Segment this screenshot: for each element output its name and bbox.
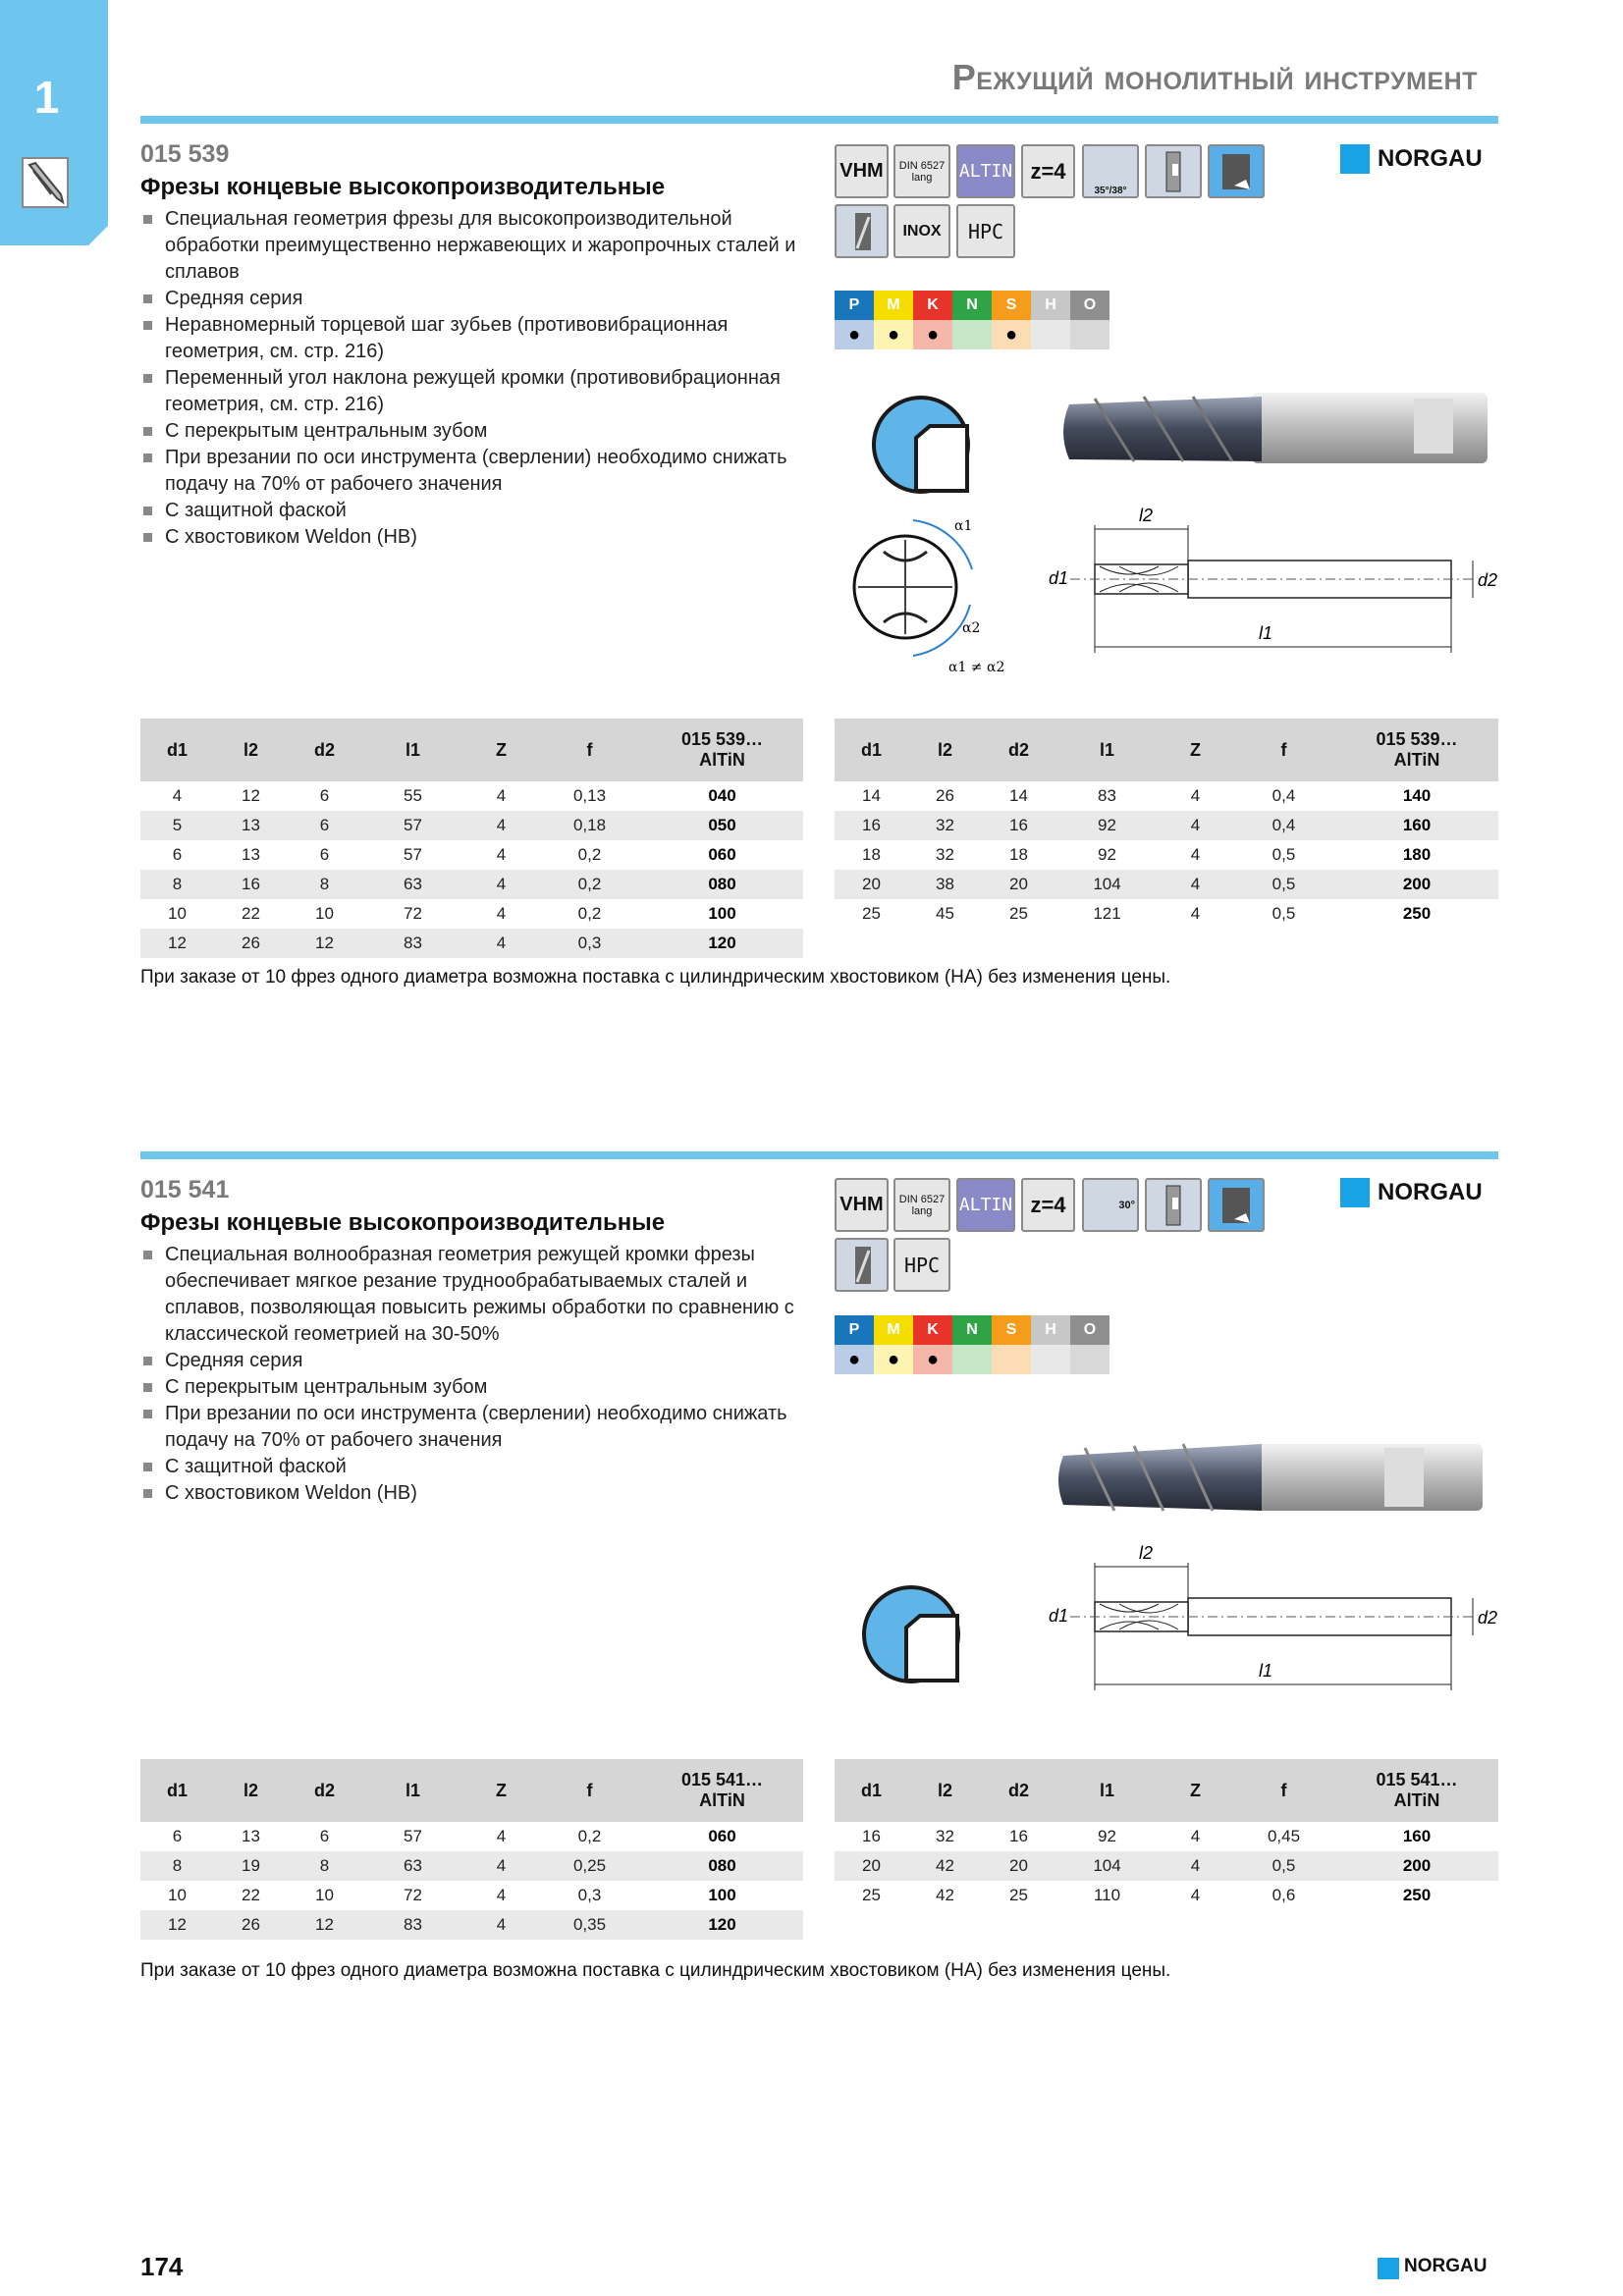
- table-cell: 4: [1190, 786, 1201, 805]
- helix-angle-icon: [1082, 144, 1139, 198]
- feature-item: С перекрытым центральным зубом: [140, 1374, 808, 1401]
- table-cell: 0,3: [577, 1886, 602, 1904]
- table-cell: 83: [1098, 786, 1116, 805]
- feature-list: [140, 1242, 808, 1507]
- table-cell: 38: [908, 870, 982, 899]
- table-cell: 20: [835, 870, 908, 899]
- article-cell: 160: [1335, 811, 1498, 840]
- table-row: [140, 811, 803, 840]
- table-cell: 4: [496, 1886, 507, 1904]
- col-header: l1: [361, 1759, 464, 1822]
- table-row: [140, 1910, 803, 1940]
- table-cell: 110: [1093, 1886, 1121, 1904]
- col-header: d2: [288, 719, 361, 781]
- table-cell: 25: [862, 904, 881, 923]
- table-row: [140, 1822, 803, 1851]
- material-table: [835, 1315, 1109, 1374]
- table-cell: 10: [315, 904, 334, 923]
- table-cell: 4: [496, 904, 507, 923]
- l1-label: l1: [1259, 1661, 1273, 1681]
- table-cell: 0,4: [1232, 811, 1335, 840]
- table-cell: 63: [361, 1851, 464, 1881]
- page-number: 174: [140, 2252, 184, 2281]
- table-cell: 6: [319, 845, 330, 864]
- table-cell: 4: [1190, 845, 1201, 864]
- material-k-mark: ●: [913, 320, 952, 349]
- table-cell: 10: [168, 904, 187, 923]
- table-cell: 0,18: [538, 811, 641, 840]
- article-cell: 200: [1335, 870, 1498, 899]
- table-cell: 0,2: [538, 870, 641, 899]
- table-cell: 13: [242, 845, 260, 864]
- feature-item: С защитной фаской: [140, 1454, 808, 1480]
- table-cell: 13: [242, 1827, 260, 1845]
- chapter-number: 1: [33, 72, 60, 123]
- page-heading: Режущий монолитный инструмент: [951, 57, 1478, 97]
- table-row: [140, 899, 803, 929]
- material-s-mark: [992, 1345, 1031, 1374]
- article-cell: 180: [1402, 845, 1432, 864]
- badge-vhm: VHM: [835, 1178, 889, 1232]
- table-cell: 8: [288, 870, 361, 899]
- col-header: l1: [361, 719, 464, 781]
- table-row: [835, 1851, 1498, 1881]
- col-header: f: [1232, 719, 1335, 781]
- table-cell: 20: [835, 1851, 908, 1881]
- feature-item: С защитной фаской: [140, 498, 808, 524]
- norgau-logo: NORGAU: [1378, 1179, 1483, 1205]
- table-cell: 63: [361, 870, 464, 899]
- order-note: При заказе от 10 фрез одного диаметра возможна поставка с цилиндрическим хвостовиком (HA) без изменения цены.: [140, 1960, 1171, 1981]
- table-cell: 32: [936, 845, 954, 864]
- table-cell: 0,35: [538, 1910, 641, 1940]
- feature-item: Средняя серия: [140, 286, 808, 312]
- material-h: H: [1031, 291, 1070, 320]
- article-cell: 080: [641, 1851, 803, 1881]
- table-cell: 92: [1055, 811, 1159, 840]
- material-s-mark: ●: [992, 320, 1031, 349]
- corner-chamfer-diagram: [869, 393, 973, 497]
- col-header-article: 015 539… AlTiN: [641, 719, 803, 781]
- article-cell: 120: [641, 929, 803, 958]
- col-header: Z: [1159, 1759, 1232, 1822]
- d1-label: d1: [1049, 568, 1069, 588]
- chamfer-icon: [1208, 1178, 1265, 1232]
- table-row: [140, 929, 803, 958]
- table-cell: 16: [835, 811, 908, 840]
- material-m: M: [874, 291, 913, 320]
- table-cell: 104: [1055, 1851, 1159, 1881]
- table-cell: 25: [1009, 1886, 1028, 1904]
- table-cell: 26: [936, 786, 954, 805]
- feature-item: Специальная геометрия фрезы для высокопроизводительной обработки преимущественно нержавеющих и жаропрочных сталей и сплавов: [140, 206, 808, 286]
- table-row: [140, 870, 803, 899]
- table-body: [140, 781, 803, 958]
- table-cell: 92: [1098, 1827, 1116, 1845]
- table-cell: 4: [1159, 870, 1232, 899]
- table-cell: 26: [214, 929, 288, 958]
- table-cell: 55: [404, 786, 422, 805]
- l1-label: l1: [1259, 623, 1273, 643]
- table-cell: 0,2: [577, 1827, 602, 1845]
- col-header: l1: [1055, 719, 1159, 781]
- material-h: H: [1031, 1315, 1070, 1345]
- article-cell: 040: [708, 786, 736, 805]
- table-cell: 0,5: [1271, 904, 1296, 923]
- section-rule: [140, 1151, 1498, 1159]
- table-cell: 22: [242, 904, 260, 923]
- end-mill-photo: [1055, 385, 1497, 473]
- badge-inox: INOX: [893, 204, 950, 258]
- table-row: [835, 811, 1498, 840]
- d1-label: d1: [1049, 1606, 1069, 1626]
- table-cell: 6: [172, 845, 183, 864]
- table-cell: 4: [1159, 811, 1232, 840]
- material-p-mark: ●: [835, 1345, 874, 1374]
- table-row: [835, 899, 1498, 929]
- col-header: f: [1232, 1759, 1335, 1822]
- table-cell: 4: [496, 786, 507, 805]
- material-o-mark: [1070, 1345, 1109, 1374]
- helix-icon: [835, 1238, 889, 1292]
- feature-item: С перекрытым центральным зубом: [140, 418, 808, 445]
- norgau-footer-logo-icon: [1378, 2258, 1399, 2279]
- table-cell: 12: [140, 929, 214, 958]
- table-cell: 14: [1009, 786, 1028, 805]
- table-cell: 0,6: [1271, 1886, 1296, 1904]
- article-cell: 060: [708, 845, 736, 864]
- article-cell: 250: [1402, 904, 1432, 923]
- col-header: d2: [982, 1759, 1055, 1822]
- table-cell: 5: [140, 811, 214, 840]
- cross-section-diagram: [844, 510, 1005, 677]
- material-m-mark: ●: [874, 320, 913, 349]
- table-cell: 0,3: [538, 929, 641, 958]
- norgau-logo-icon: [1340, 144, 1370, 174]
- material-h-mark: [1031, 1345, 1070, 1374]
- article-cell: 100: [708, 904, 736, 923]
- spec-table-left: [140, 1759, 803, 1940]
- l2-label: l2: [1139, 1543, 1154, 1563]
- feature-item: При врезании по оси инструмента (сверлении) необходимо снижать подачу на 70% от рабочего значения: [140, 445, 808, 498]
- feature-item: С хвостовиком Weldon (HB): [140, 1480, 808, 1507]
- section-rule: [140, 116, 1498, 124]
- table-cell: 8: [140, 1851, 214, 1881]
- badge-din: DIN 6527 lang: [893, 1178, 950, 1232]
- spec-table-right: [835, 719, 1498, 929]
- norgau-footer-logo: NORGAU: [1404, 2256, 1488, 2276]
- order-note: При заказе от 10 фрез одного диаметра возможна поставка с цилиндрическим хвостовиком (HA) без изменения цены.: [140, 967, 1171, 988]
- end-mill-photo: [1055, 1430, 1497, 1523]
- material-h-mark: [1031, 320, 1070, 349]
- table-cell: 13: [214, 811, 288, 840]
- table-cell: 6: [172, 1827, 183, 1845]
- table-cell: 42: [908, 1851, 982, 1881]
- col-header-article: 015 541… AlTiN: [1335, 1759, 1498, 1822]
- table-row: [140, 1851, 803, 1881]
- helix-angle-icon: [1082, 1178, 1139, 1232]
- table-row: [140, 1881, 803, 1910]
- table-cell: 19: [214, 1851, 288, 1881]
- col-header-article: 015 541… AlTiN: [641, 1759, 803, 1822]
- table-cell: 14: [862, 786, 881, 805]
- material-k-mark: ●: [913, 1345, 952, 1374]
- table-cell: 0,4: [1271, 786, 1296, 805]
- table-cell: 72: [404, 904, 422, 923]
- table-cell: 20: [982, 1851, 1055, 1881]
- col-header: l2: [908, 1759, 982, 1822]
- material-s: S: [992, 291, 1031, 320]
- table-cell: 25: [1009, 904, 1028, 923]
- col-header: d2: [982, 719, 1055, 781]
- l2-label: l2: [1139, 506, 1154, 525]
- table-cell: 18: [1009, 845, 1028, 864]
- table-row: [140, 840, 803, 870]
- article-cell: 200: [1335, 1851, 1498, 1881]
- col-header: d1: [140, 1759, 214, 1822]
- article-cell: 050: [641, 811, 803, 840]
- table-cell: 104: [1055, 870, 1159, 899]
- col-header: d1: [835, 719, 908, 781]
- col-header: l2: [214, 719, 288, 781]
- table-cell: 32: [936, 1827, 954, 1845]
- table-header-row: [140, 719, 803, 781]
- col-header: f: [538, 719, 641, 781]
- dimension-drawing: [1041, 1543, 1502, 1700]
- col-header: d2: [288, 1759, 361, 1822]
- article-cell: 080: [641, 870, 803, 899]
- article-cell: 120: [641, 1910, 803, 1940]
- product-title: Фрезы концевые высокопроизводительные: [140, 1209, 666, 1236]
- table-cell: 12: [288, 1910, 361, 1940]
- d2-label: d2: [1478, 570, 1498, 590]
- col-header: f: [538, 1759, 641, 1822]
- table-cell: 16: [214, 870, 288, 899]
- table-cell: 16: [982, 811, 1055, 840]
- table-body: [140, 1822, 803, 1940]
- table-cell: 4: [1190, 904, 1201, 923]
- spec-table-left: [140, 719, 803, 958]
- material-k: K: [913, 1315, 952, 1345]
- badge-din: DIN 6527 lang: [893, 144, 950, 198]
- col-header: Z: [464, 1759, 538, 1822]
- table-cell: 0,2: [577, 845, 602, 864]
- table-cell: 57: [404, 1827, 422, 1845]
- table-cell: 42: [936, 1886, 954, 1904]
- badge-teeth: z=4: [1021, 1178, 1075, 1232]
- table-cell: 121: [1093, 904, 1121, 923]
- table-cell: 6: [319, 786, 330, 805]
- feature-item: Специальная волнообразная геометрия режущей кромки фрезы обеспечивает мягкое резание труднообрабатываемых сталей и сплавов, позволяющая повысить режимы обработки по сравнению с классической геометрией на 30-50%: [140, 1242, 808, 1348]
- table-cell: 72: [404, 1886, 422, 1904]
- table-cell: 12: [242, 786, 260, 805]
- table-cell: 83: [361, 1910, 464, 1940]
- helix-icon: [835, 204, 889, 258]
- table-cell: 0,5: [1232, 870, 1335, 899]
- material-n-mark: [952, 1345, 992, 1374]
- table-cell: 4: [1159, 1851, 1232, 1881]
- corner-chamfer-diagram: [859, 1582, 963, 1686]
- table-cell: 25: [862, 1886, 881, 1904]
- badge-vhm: VHM: [835, 144, 889, 198]
- table-cell: 20: [982, 870, 1055, 899]
- table-cell: 4: [464, 929, 538, 958]
- article-cell: 250: [1402, 1886, 1432, 1904]
- material-m: M: [874, 1315, 913, 1345]
- product-title: Фрезы концевые высокопроизводительные: [140, 174, 666, 200]
- material-s: S: [992, 1315, 1031, 1345]
- material-p-mark: ●: [835, 320, 874, 349]
- badge-hpc: HPC: [956, 204, 1015, 258]
- spec-table-right: [835, 1759, 1498, 1910]
- product-code: 015 541: [140, 1176, 230, 1203]
- table-cell: 10: [315, 1886, 334, 1904]
- table-cell: 16: [862, 1827, 881, 1845]
- norgau-logo: NORGAU: [1378, 145, 1483, 172]
- table-cell: 10: [168, 1886, 187, 1904]
- table-row: [140, 781, 803, 811]
- table-cell: 0,5: [1232, 1851, 1335, 1881]
- d2-label: d2: [1478, 1608, 1498, 1628]
- table-cell: 4: [1190, 1827, 1201, 1845]
- material-o: O: [1070, 1315, 1109, 1345]
- col-header: Z: [464, 719, 538, 781]
- badge-teeth: z=4: [1021, 144, 1075, 198]
- table-cell: 0,5: [1271, 845, 1296, 864]
- material-o-mark: [1070, 320, 1109, 349]
- table-body: [835, 1822, 1498, 1910]
- table-cell: 57: [361, 811, 464, 840]
- table-cell: 8: [288, 1851, 361, 1881]
- material-p: P: [835, 291, 874, 320]
- table-cell: 12: [288, 929, 361, 958]
- table-cell: 92: [1098, 845, 1116, 864]
- material-k: K: [913, 291, 952, 320]
- table-cell: 0,2: [577, 904, 602, 923]
- feature-item: С хвостовиком Weldon (HB): [140, 524, 808, 551]
- table-cell: 8: [140, 870, 214, 899]
- material-n: N: [952, 291, 992, 320]
- feature-item: Переменный угол наклона режущей кромки (противовибрационная геометрия, см. стр. 216): [140, 365, 808, 418]
- table-cell: 4: [1190, 1886, 1201, 1904]
- material-n: N: [952, 1315, 992, 1345]
- col-header: d1: [835, 1759, 908, 1822]
- table-cell: 83: [361, 929, 464, 958]
- table-row: [835, 870, 1498, 899]
- table-cell: 32: [908, 811, 982, 840]
- feature-list: [140, 206, 808, 551]
- article-cell: 160: [1402, 1827, 1432, 1845]
- col-header-article: 015 539… AlTiN: [1335, 719, 1498, 781]
- article-cell: 140: [1402, 786, 1432, 805]
- table-cell: 45: [936, 904, 954, 923]
- table-cell: 26: [214, 1910, 288, 1940]
- shank-icon: [1145, 1178, 1202, 1232]
- end-mill-icon: [22, 157, 69, 208]
- table-cell: 6: [319, 1827, 330, 1845]
- article-cell: 100: [708, 1886, 736, 1904]
- table-cell: 4: [464, 870, 538, 899]
- table-cell: 4: [496, 845, 507, 864]
- norgau-logo-icon: [1340, 1178, 1370, 1207]
- table-header-row: [140, 1759, 803, 1822]
- helix-angle-label: 35°/38°: [1094, 186, 1127, 196]
- material-m-mark: ●: [874, 1345, 913, 1374]
- alpha-relation-label: α1 ≠ α2: [948, 660, 1005, 675]
- table-row: [835, 840, 1498, 870]
- material-table: [835, 291, 1109, 349]
- table-header-row: [835, 719, 1498, 781]
- alpha2-label: α2: [962, 620, 981, 636]
- table-cell: 4: [464, 1851, 538, 1881]
- table-cell: 6: [288, 811, 361, 840]
- dimension-drawing: [1041, 506, 1502, 663]
- material-n-mark: [952, 320, 992, 349]
- helix-angle-label: 30°: [1118, 1199, 1135, 1211]
- table-row: [835, 1881, 1498, 1910]
- badge-altin: ALTIN: [956, 1178, 1015, 1232]
- table-cell: 16: [1009, 1827, 1028, 1845]
- table-row: [835, 781, 1498, 811]
- feature-item: При врезании по оси инструмента (сверлении) необходимо снижать подачу на 70% от рабочего значения: [140, 1401, 808, 1454]
- table-cell: 4: [464, 811, 538, 840]
- material-p: P: [835, 1315, 874, 1345]
- col-header: l1: [1055, 1759, 1159, 1822]
- col-header: l2: [908, 719, 982, 781]
- article-cell: 060: [708, 1827, 736, 1845]
- table-cell: 22: [242, 1886, 260, 1904]
- table-cell: 18: [862, 845, 881, 864]
- col-header: l2: [214, 1759, 288, 1822]
- col-header: Z: [1159, 719, 1232, 781]
- table-cell: 12: [140, 1910, 214, 1940]
- material-o: O: [1070, 291, 1109, 320]
- chamfer-icon: [1208, 144, 1265, 198]
- badge-altin: ALTIN: [956, 144, 1015, 198]
- feature-item: Средняя серия: [140, 1348, 808, 1374]
- table-cell: 0,13: [572, 786, 607, 805]
- table-cell: 4: [172, 786, 183, 805]
- table-cell: 0,45: [1267, 1827, 1301, 1845]
- shank-icon: [1145, 144, 1202, 198]
- table-body: [835, 781, 1498, 929]
- col-header: d1: [140, 719, 214, 781]
- table-cell: 4: [464, 1910, 538, 1940]
- product-code: 015 539: [140, 140, 230, 168]
- feature-item: Неравномерный торцевой шаг зубьев (противовибрационная геометрия, см. стр. 216): [140, 312, 808, 365]
- table-cell: 4: [496, 1827, 507, 1845]
- table-cell: 0,25: [538, 1851, 641, 1881]
- badge-hpc: HPC: [893, 1238, 950, 1292]
- table-header-row: [835, 1759, 1498, 1822]
- table-row: [835, 1822, 1498, 1851]
- table-cell: 57: [404, 845, 422, 864]
- alpha1-label: α1: [954, 518, 973, 534]
